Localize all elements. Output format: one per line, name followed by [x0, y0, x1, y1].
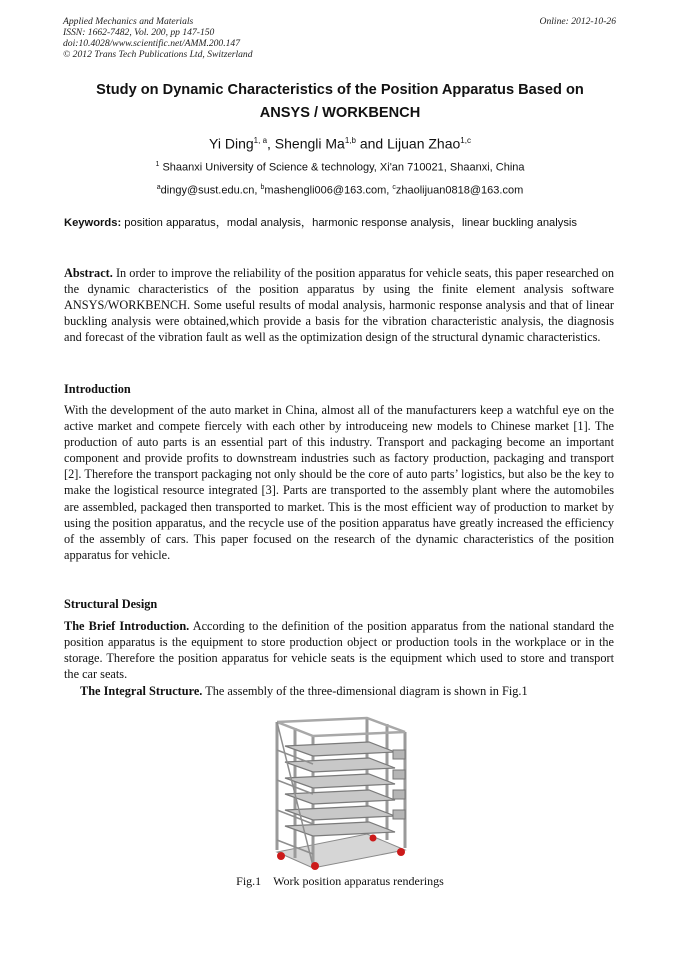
author-name: Lijuan Zhao [387, 135, 461, 152]
title-line-2: ANSYS / WORKBENCH [259, 105, 421, 121]
figure-caption [150, 874, 530, 889]
email-address: zhaolijuan0818@163.com [395, 184, 524, 197]
abstract-text: In order to improve the reliability of the position apparatus for vehicle seats, this paper researched on the dynamic characteristics of the position apparatus by using the finite element analysis software ANSYS/WORKBENCH. Some useful results of modal analysis, harmonic response analysis and that of linear buckling analysis were obtained,which provide a basis for the vibration characteristic analysis, the diagnosis and forecast of the vibration fault as well as the optimization design of the structural dynamic characteristics. [64, 266, 614, 345]
email-sup: b [260, 184, 265, 191]
online-date: Online: 2012-10-26 [539, 16, 616, 27]
author-sep: and [355, 135, 388, 152]
copyright-line: © 2012 Trans Tech Publications Ltd, Switzerland [63, 49, 253, 60]
doi-line: doi:10.4028/www.scientific.net/AMM.200.147 [63, 38, 241, 49]
integral-structure [64, 683, 614, 699]
affiliation [40, 157, 640, 176]
abstract [64, 265, 614, 345]
author-name: Yi Ding [209, 135, 254, 152]
keywords [64, 215, 614, 231]
title-line-1: Study on Dynamic Characteristics of the Position Apparatus Based on [96, 82, 584, 98]
author-name: Shengli Ma [274, 135, 345, 152]
affiliation-text: Shaanxi University of Science & technology, Xi'an 710021, Shaanxi, China [159, 161, 525, 174]
issn-line: ISSN: 1662-7482, Vol. 200, pp 147-150 [63, 27, 215, 38]
figure-position-apparatus [255, 710, 425, 870]
author-emails [40, 180, 640, 199]
email-address: dingy@sust.edu.cn, [160, 184, 261, 197]
authors-line [40, 132, 640, 153]
author-sep: , [267, 135, 275, 152]
journal-name: Applied Mechanics and Materials [63, 16, 194, 27]
email-sup: c [392, 184, 396, 191]
brief-introduction [64, 618, 614, 682]
keywords-label: Keywords: [64, 217, 122, 229]
figure-number: Fig.1 [236, 874, 262, 888]
email-address: mashengli006@163.com, [264, 184, 393, 197]
introduction-text: With the development of the auto market in China, almost all of the manufacturers keep a watchful eye on the active market and compete fiercely with each other by introduceing new models to Chinese market [1]. The production of auto parts is an essential part of this industry. Transport and packaging become an important component and provide profits to downstream industries such as factory production, packaging and transport [2]. Therefore the transport packaging not only should be the core of auto parts’ logistics, but also be the key to make the logistical resource integrated [3]. Parts are transported to the assembly plant where the automobiles are assembled, packaged then transported to market. This is the most efficient way of production to market by using the position apparatus, and the recycle use of the position apparatus have greatly increased the efficiency of the assembly of cars. This paper focused on the research of the dynamic characteristics of the position apparatus for vehicle. [64, 403, 614, 562]
author-sup: 1, a [253, 136, 268, 145]
page-header [63, 16, 616, 60]
introduction-heading: Introduction [64, 382, 131, 396]
paper-title [40, 79, 640, 125]
affiliation-sup: 1 [155, 161, 160, 168]
author-sup: 1,b [344, 136, 356, 145]
abstract-label: Abstract. [64, 266, 113, 280]
figure-caption-text: Work position apparatus renderings [273, 874, 444, 888]
position-apparatus-rendering [255, 710, 425, 870]
email-sup: a [156, 184, 161, 191]
integral-text: The assembly of the three-dimensional diagram is shown in Fig.1 [202, 684, 528, 698]
brief-text: According to the definition of the position apparatus from the national standard the position apparatus is the equipment to store production object or production tools in the workplace or in the storage. Therefore the position apparatus for vehicle seats is the equipment which used to store and transport the car seats. [64, 619, 614, 682]
integral-label: The Integral Structure. [80, 684, 203, 698]
keywords-text: position apparatus，modal analysis，harmonic response analysis，linear buckling analysis [121, 217, 578, 229]
structural-design-heading: Structural Design [64, 597, 158, 611]
brief-label: The Brief Introduction. [64, 619, 190, 633]
author-sup: 1,c [460, 136, 471, 145]
